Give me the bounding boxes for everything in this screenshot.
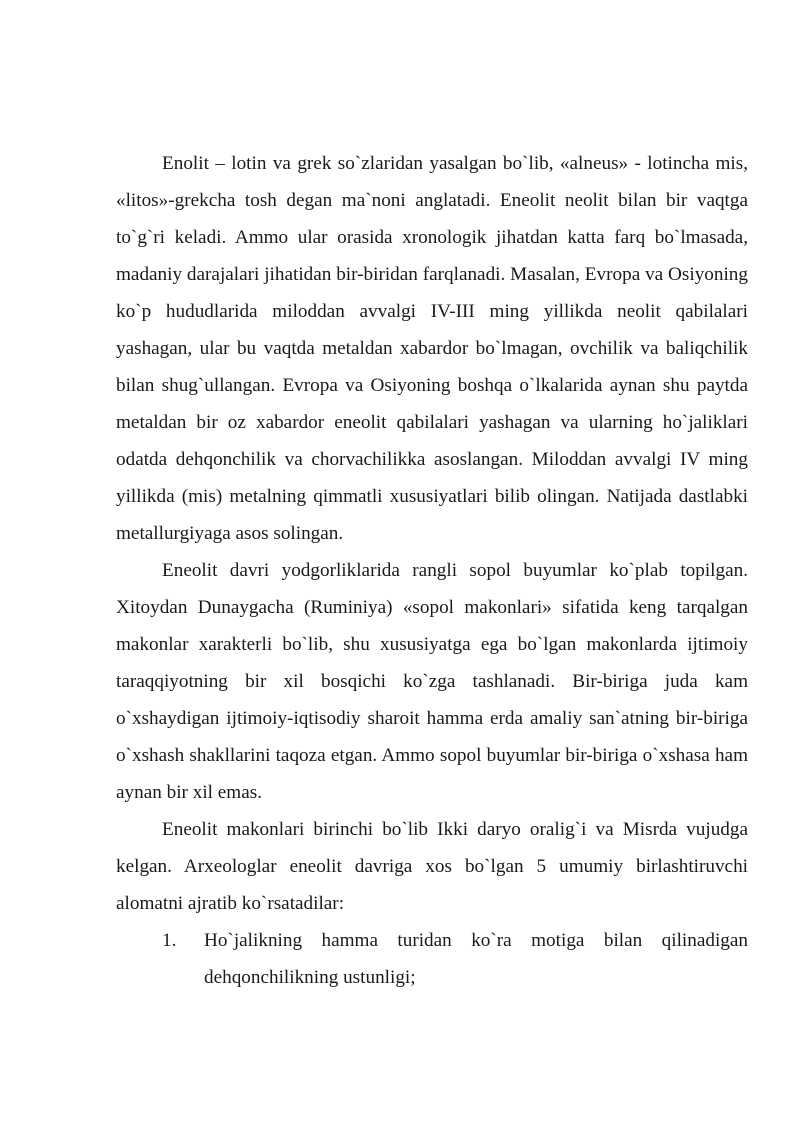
list-item-text: Ho`jalikning hamma turidan ko`ra motiga bilan qilinadigan dehqonchilikning ustunligi; <box>204 930 748 988</box>
document-page <box>116 145 748 996</box>
numbered-list <box>116 922 748 996</box>
paragraph-painted-pottery: Eneolit davri yodgorliklarida rangli sopol buyumlar ko`plab topilgan. Xitoydan Dunaygacha (Ruminiya) «sopol makonlari» sifatida keng tarqalgan makonlar xarakterli bo`lib, shu xususiyatga ega bo`lgan makonlarda ijtimoiy taraqqiyotning bir xil bosqichi ko`zga tashlanadi. Bir-biriga juda kam o`xshaydigan ijtimoiy-iqtisodiy sharoit hamma erda amaliy san`atning bir-biriga o`xshash shakllarini taqoza etgan. Ammo sopol buyumlar bir-biriga o`xshasa ham aynan bir xil emas. <box>116 560 748 803</box>
paragraph-enolit-definition: Enolit – lotin va grek so`zlaridan yasalgan bo`lib, «alneus» - lotincha mis, «litos»-grekcha tosh degan ma`noni anglatadi. Eneolit neolit bilan bir vaqtga to`g`ri keladi. Ammo ular orasida xronologik jihatdan katta farq bo`lmasada, madaniy darajalari jihatidan bir-biridan farqlanadi. Masalan, Evropa va Osiyoning ko`p hududlarida miloddan avvalgi IV-III ming yillikda neolit qabilalari yashagan, ular bu vaqtda metaldan xabardor bo`lmagan, ovchilik va baliqchilik bilan shug`ullangan. Evropa va Osiyoning boshqa o`lkalarida aynan shu paytda metaldan bir oz xabardor eneolit qabilalari yashagan va ularning ho`jaliklari odatda dehqonchilik va chorvachilikka asoslangan. Miloddan avvalgi IV ming yillikda (mis) metalning qimmatli xususiyatlari bilib olingan. Natijada dastlabki metallurgiyaga asos solingan. <box>116 153 748 544</box>
list-item-number: 1. <box>162 930 177 951</box>
paragraph-eneolit-origins: Eneolit makonlari birinchi bo`lib Ikki daryo oralig`i va Misrda vujudga kelgan. Arxeologlar eneolit davriga xos bo`lgan 5 umumiy birlashtiruvchi alomatni ajratib ko`rsatadilar: <box>116 819 748 914</box>
list-item <box>116 922 748 996</box>
